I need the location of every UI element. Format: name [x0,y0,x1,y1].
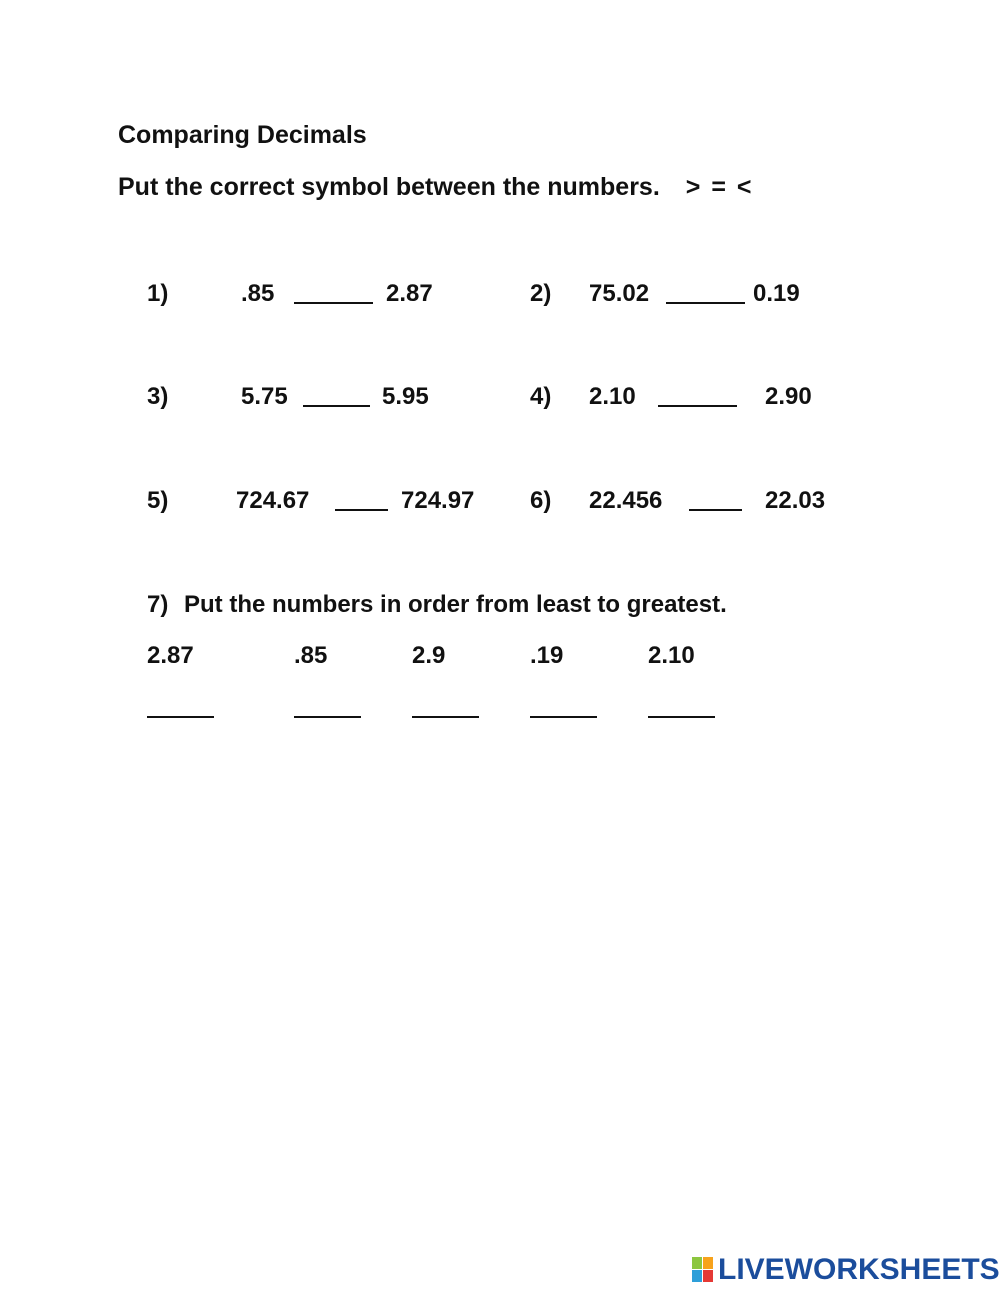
problem-3-answer-blank[interactable] [303,405,370,407]
ordering-answer-blank-2[interactable] [294,716,361,718]
comparison-symbols: > = < [685,173,752,201]
ordering-answer-blank-1[interactable] [147,716,214,718]
problem-5-answer-blank[interactable] [335,509,388,511]
ordering-number-3: 2.9 [412,642,446,669]
problem-6-answer-blank[interactable] [689,509,742,511]
problem-4-left-number: 2.10 [589,383,636,410]
problem-3-left-number: 5.75 [241,383,288,410]
problem-2-label: 2) [530,280,552,307]
problem-3-label: 3) [147,383,169,410]
problem-7-prompt: Put the numbers in order from least to greatest. [184,591,727,618]
problem-4-answer-blank[interactable] [658,405,737,407]
problem-3-right-number: 5.95 [382,383,429,410]
liveworksheets-logo-icon [692,1257,714,1283]
ordering-number-2: .85 [294,642,328,669]
instruction-line [118,173,752,202]
problem-1-label: 1) [147,280,169,307]
worksheet-title: Comparing Decimals [118,121,367,149]
ordering-number-5: 2.10 [648,642,695,669]
ordering-answer-blank-5[interactable] [648,716,715,718]
problem-7-label: 7) [147,591,169,618]
problem-1-left-number: .85 [241,280,275,307]
ordering-number-4: .19 [530,642,564,669]
liveworksheets-logo-text: LIVEWORKSHEETS [718,1253,1000,1286]
problem-6-left-number: 22.456 [589,487,663,514]
problem-6-right-number: 22.03 [765,487,826,514]
problem-5-label: 5) [147,487,169,514]
ordering-answer-blank-4[interactable] [530,716,597,718]
problem-2-answer-blank[interactable] [666,302,745,304]
ordering-number-1: 2.87 [147,642,194,669]
problem-2-left-number: 75.02 [589,280,650,307]
problem-4-label: 4) [530,383,552,410]
problem-2-right-number: 0.19 [753,280,800,307]
problem-6-label: 6) [530,487,552,514]
problem-1-answer-blank[interactable] [294,302,373,304]
problem-4-right-number: 2.90 [765,383,812,410]
problem-5-left-number: 724.67 [236,487,310,514]
instruction-text: Put the correct symbol between the numbers. [118,173,660,201]
liveworksheets-logo [692,1252,1000,1288]
problem-5-right-number: 724.97 [401,487,475,514]
problem-1-right-number: 2.87 [386,280,433,307]
ordering-answer-blank-3[interactable] [412,716,479,718]
